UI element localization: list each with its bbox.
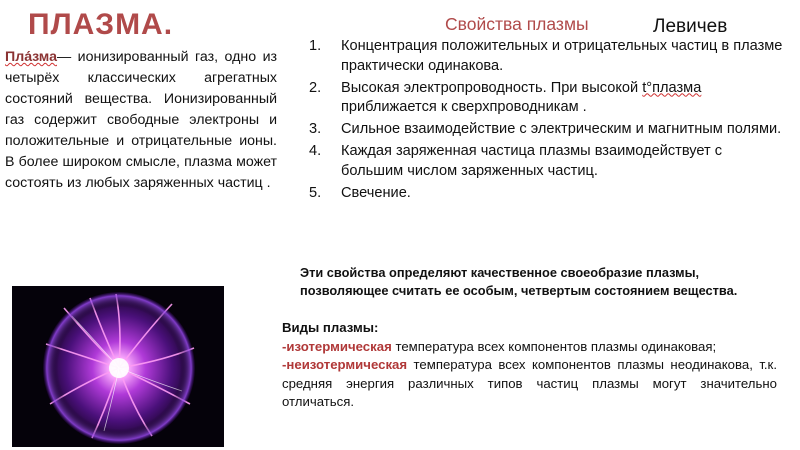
plasma-kinds [282, 319, 777, 412]
property-item [305, 37, 783, 77]
property-item [305, 142, 783, 182]
plasma-kinds-title: Виды плазмы: [282, 320, 379, 335]
properties-list [305, 37, 783, 205]
property-item [305, 120, 783, 140]
intro-text: — ионизированный газ, одно из четырёх классических агрегатных состояний вещества. Ионизированный газ содержит свободные электроны и положительные и отрицательные ионы. В более широком смысле, плазма может состоять из любых заряженных частиц . [5, 49, 277, 191]
plasma-kind-name: -изотермическая [282, 338, 392, 354]
properties-title: Свойства плазмы [445, 14, 589, 34]
plasma-kind-text: температура всех компонентов плазмы неодинакова, т.к. средняя энергия различных типов частиц плазмы могут значительно отличаться. [282, 357, 777, 409]
property-number: 2. [309, 79, 322, 96]
slide-title: ПЛАЗМА. [28, 8, 174, 41]
plasma-kind-name: -неизотермическая [282, 357, 408, 372]
plasma-kind-item [282, 356, 777, 412]
property-item [305, 184, 783, 204]
summary-text: Эти свойства определяют качественное своеобразие плазмы, позволяющее считать ее особым, четвертым состоянием вещества. [300, 265, 738, 298]
plasma-ball-image [12, 286, 224, 447]
intro-lead-term: Пла́зма [5, 49, 57, 65]
property-text: Сильное взаимодействие с электрическим и магнитным полями. [341, 121, 782, 138]
plasma-kind-item [282, 338, 777, 357]
property-number: 5. [309, 184, 322, 201]
property-number: 4. [309, 142, 322, 159]
property-underlined-term: t°плазма [642, 79, 702, 96]
property-text: Каждая заряженная частица плазмы взаимодействует с большим числом заряженных частиц. [341, 142, 723, 179]
property-item [305, 79, 783, 119]
property-text: Свечение. [341, 184, 411, 201]
property-text-pre: Высокая электропроводность. При высокой [341, 79, 643, 96]
property-number: 1. [309, 38, 322, 54]
plasma-kind-text: температура всех компонентов плазмы одинаковая; [391, 338, 717, 354]
intro-paragraph [5, 47, 277, 194]
property-text: Концентрация положительных и отрицательных частиц в плазме практически одинакова. [341, 38, 783, 74]
author-name: Левичев [653, 16, 728, 37]
property-number: 3. [309, 121, 322, 138]
property-text-post: приближается к сверхпроводникам . [341, 99, 587, 116]
